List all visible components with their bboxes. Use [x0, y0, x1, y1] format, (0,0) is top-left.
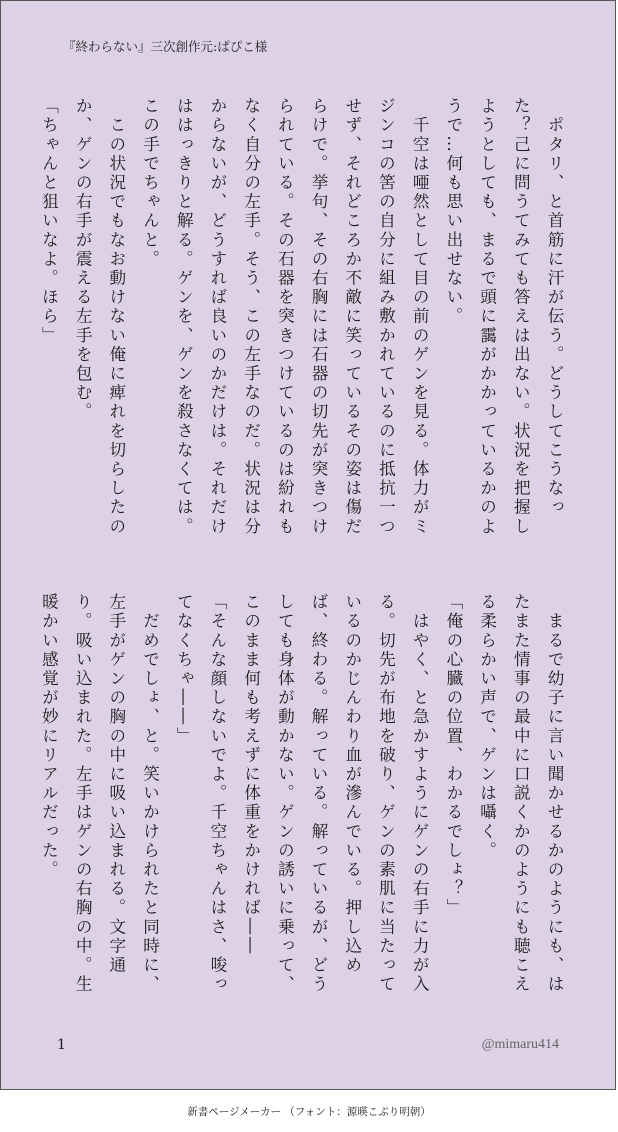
footer-caption: 新書ページメーカー （フォント：源暎こぶり明朝） [187, 1106, 431, 1118]
paragraph: この状況でもなお動けない俺に痺れを切らしたのか、ゲンの右手が震える左手を包む。 [73, 97, 126, 537]
page-header: 『終わらない』三次創作元:ぱぴこ様 [63, 39, 268, 54]
text-block-upper [39, 97, 571, 537]
paragraph: だめでしょ、と。笑いかけられたと同時に、左手がゲンの胸の中に吸い込まれる。文字通り。吸い込まれた。左手はゲンの右胸の中。生暖かい感覚が妙にリアルだった。 [39, 593, 160, 995]
paragraph: まるで幼子に言い聞かせるかのようにも、はたまた情事の最中に口説くかのようにも聴こえる柔らかい声で、ゲンは囁く。 [477, 593, 564, 995]
paragraph: 千空は唖然として目の前のゲンを見る。体力がミジンコの筈の自分に組み敷かれているのに抵抗一つせず、それどころか不敵に笑っているその姿は傷だらけで。挙句、その右胸には石器の切先が突きつけられている。その石器を突きつけているのは紛れもなく自分の左手。そう、この左手なのだ。状況は分からないが、どうすれば良いのかだけは。それだけははっきりと解る。ゲンを、ゲンを殺さなくては。この手でちゃんと。 [140, 97, 430, 537]
paragraph: はやく、と急かすようにゲンの右手に力が入る。切先が布地を破り、ゲンの素肌に当たっているのかじんわり血が滲んでいる。押し込めば、終わる。解っている。解っているが、どうしても身体が動かない。ゲンの誘いに乗って、このまま何も考えずに体重をかければ―― [241, 593, 430, 995]
paragraph: ポタリ、と首筋に汗が伝う。どうしてこうなった？己に問うてみても答えは出ない。状況を把握しようとしても、まるで頭に靄がかかっているかのようで…何も思い出せない。 [443, 97, 564, 537]
paragraph: 「俺の心臓の位置、わかるでしょ？」 [443, 593, 463, 918]
page-number: 1 [57, 1037, 66, 1053]
text-block-lower [39, 593, 571, 1013]
paragraph: 「そんな顔しないでよ。千空ちゃんはさ、唆ってなくちゃ――」 [174, 593, 227, 995]
paragraph: 「ちゃんと狙いなよ。ほら」 [39, 97, 59, 346]
author-credit: @mimaru414 [481, 1037, 559, 1052]
